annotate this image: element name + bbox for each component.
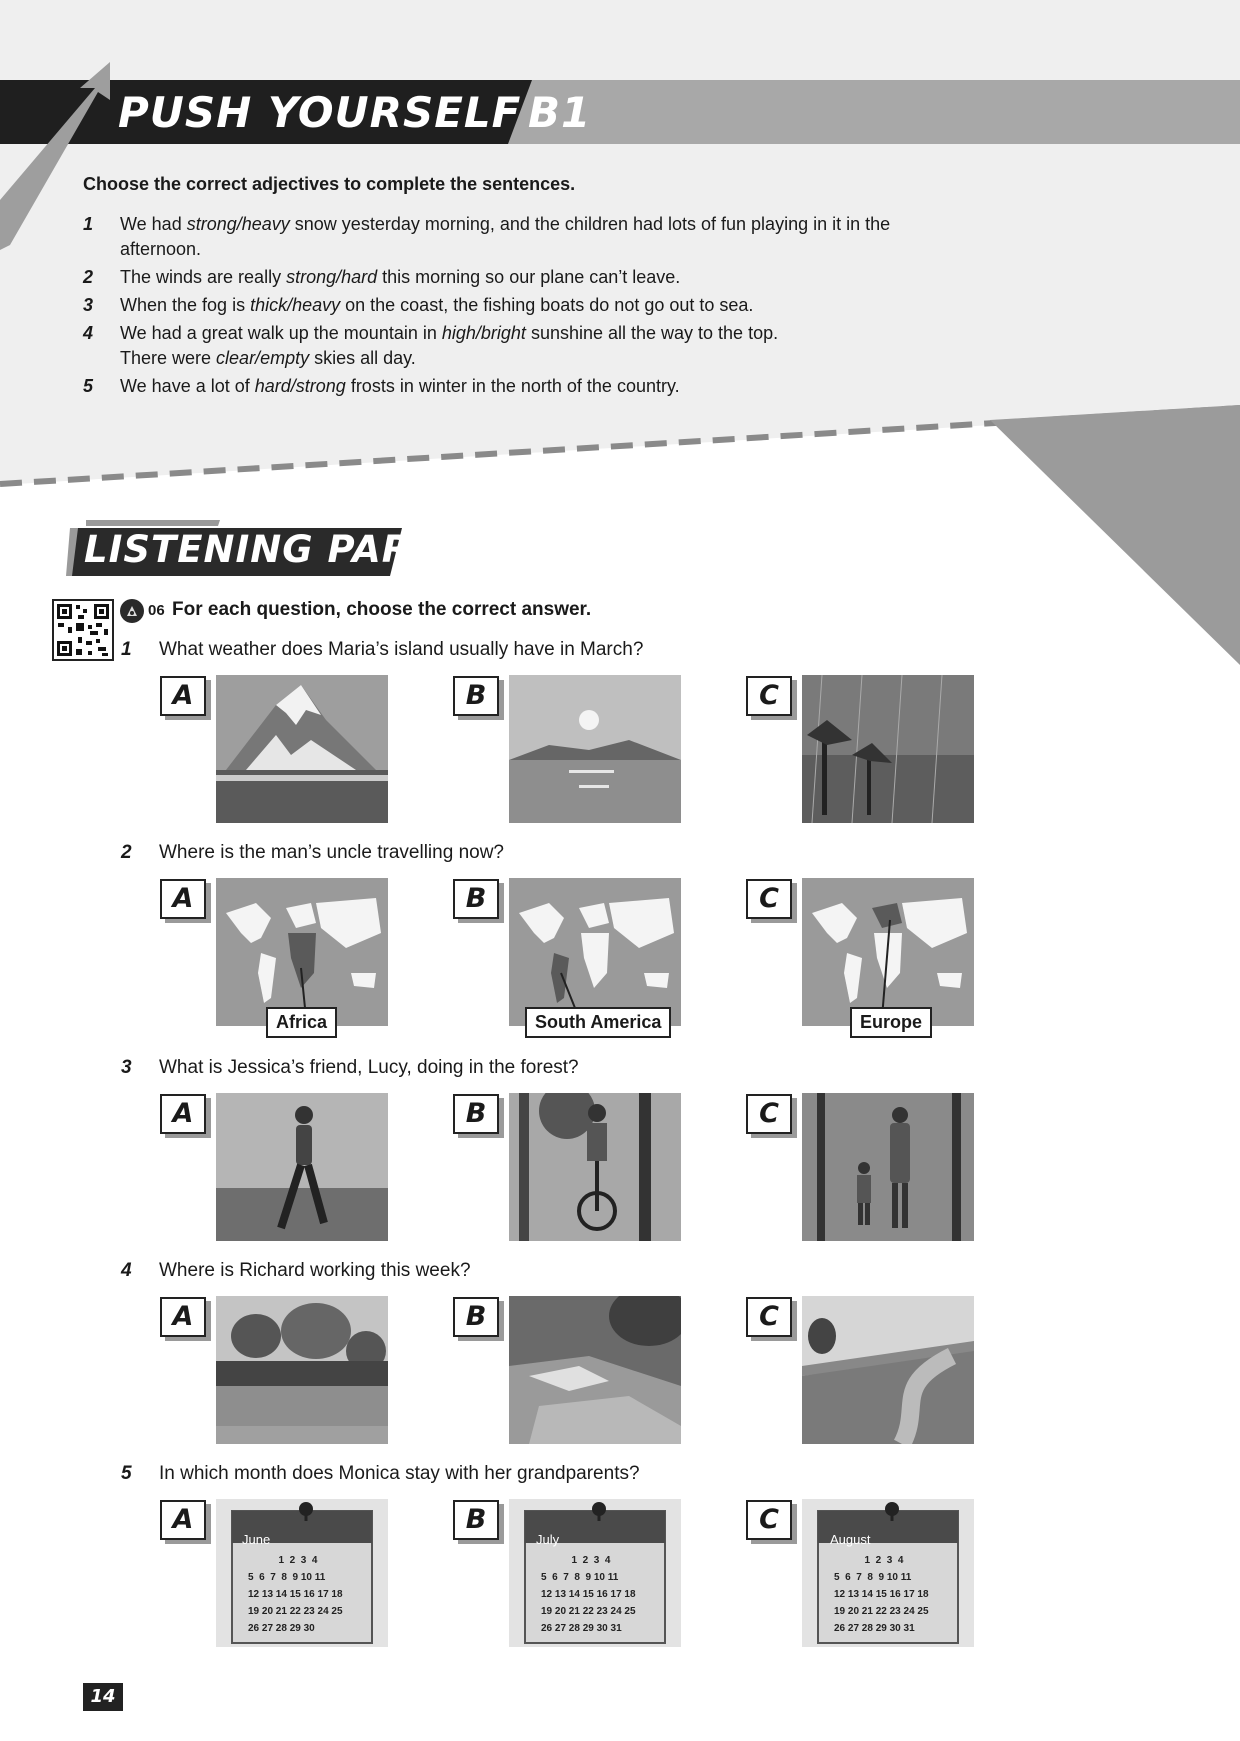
q3-option-a[interactable]: A: [160, 1094, 206, 1134]
map-label-europe: Europe: [850, 1007, 932, 1038]
question-1-number: 1: [121, 639, 132, 660]
q3-option-c[interactable]: C: [746, 1094, 792, 1134]
q1-picture-sunny-sea[interactable]: [509, 675, 681, 823]
question-2-number: 2: [121, 842, 132, 863]
listening-part-title: LISTENING PART 1: [84, 528, 477, 571]
q4-option-a[interactable]: A: [160, 1297, 206, 1337]
listening-instruction: For each question, choose the correct answer.: [172, 599, 592, 620]
q1-picture-stormy-rain[interactable]: [802, 675, 974, 823]
q1-option-b[interactable]: B: [453, 676, 499, 716]
calendar-month-august: August: [830, 1532, 871, 1547]
q5-option-b[interactable]: B: [453, 1500, 499, 1540]
q3-picture-running[interactable]: [216, 1093, 388, 1241]
question-3-text: What is Jessica’s friend, Lucy, doing in the forest?: [159, 1057, 579, 1078]
q5-option-a[interactable]: A: [160, 1500, 206, 1540]
q2-option-b[interactable]: B: [453, 879, 499, 919]
q2-picture-map-south-america[interactable]: [509, 878, 681, 1026]
question-5-text: In which month does Monica stay with her grandparents?: [159, 1463, 640, 1484]
question-4-text: Where is Richard working this week?: [159, 1260, 471, 1281]
q4-picture-river-waterfall[interactable]: [509, 1296, 681, 1444]
q3-option-b[interactable]: B: [453, 1094, 499, 1134]
map-label-africa: Africa: [266, 1007, 337, 1038]
map-label-south-america: South America: [525, 1007, 671, 1038]
q4-picture-lake[interactable]: [216, 1296, 388, 1444]
question-3-number: 3: [121, 1057, 132, 1078]
page-number: 14: [83, 1683, 123, 1711]
push-yourself-title: PUSH YOURSELF: [118, 88, 522, 137]
calendar-days-august: 1 2 3 4 5 6 7 8 9 10 11 12 13 14 15 16 17 18 19 20 21 22 23 24 25 26 27 28 29 30 31: [834, 1555, 929, 1634]
qr-code-icon[interactable]: [52, 599, 114, 661]
q4-picture-field-path[interactable]: [802, 1296, 974, 1444]
calendar-days-june: 1 2 3 4 5 6 7 8 9 10 11 12 13 14 15 16 17 18 19 20 21 22 23 24 25 26 27 28 29 30: [248, 1555, 343, 1634]
q3-picture-cycling[interactable]: [509, 1093, 681, 1241]
q2-picture-map-africa[interactable]: [216, 878, 388, 1026]
q1-option-a[interactable]: A: [160, 676, 206, 716]
calendar-month-july: July: [536, 1532, 560, 1547]
audio-icon[interactable]: [120, 599, 144, 623]
question-2-text: Where is the man’s uncle travelling now?: [159, 842, 504, 863]
q4-option-c[interactable]: C: [746, 1297, 792, 1337]
q2-option-c[interactable]: C: [746, 879, 792, 919]
q4-option-b[interactable]: B: [453, 1297, 499, 1337]
track-number: 06: [148, 602, 165, 619]
calendar-month-june: June: [242, 1532, 271, 1547]
question-4-number: 4: [121, 1260, 132, 1281]
q2-option-a[interactable]: A: [160, 879, 206, 919]
level-badge: B1: [528, 88, 592, 137]
q2-picture-map-europe[interactable]: [802, 878, 974, 1026]
q5-option-c[interactable]: C: [746, 1500, 792, 1540]
question-1-text: What weather does Maria’s island usually have in March?: [159, 639, 644, 660]
question-5-number: 5: [121, 1463, 132, 1484]
q3-picture-walking-with-child[interactable]: [802, 1093, 974, 1241]
calendar-days-july: 1 2 3 4 5 6 7 8 9 10 11 12 13 14 15 16 17 18 19 20 21 22 23 24 25 26 27 28 29 30 31: [541, 1555, 636, 1634]
q1-picture-snowy-mountain[interactable]: [216, 675, 388, 823]
exercise-instruction: Choose the correct adjectives to complete the sentences.: [83, 174, 576, 194]
q1-option-c[interactable]: C: [746, 676, 792, 716]
